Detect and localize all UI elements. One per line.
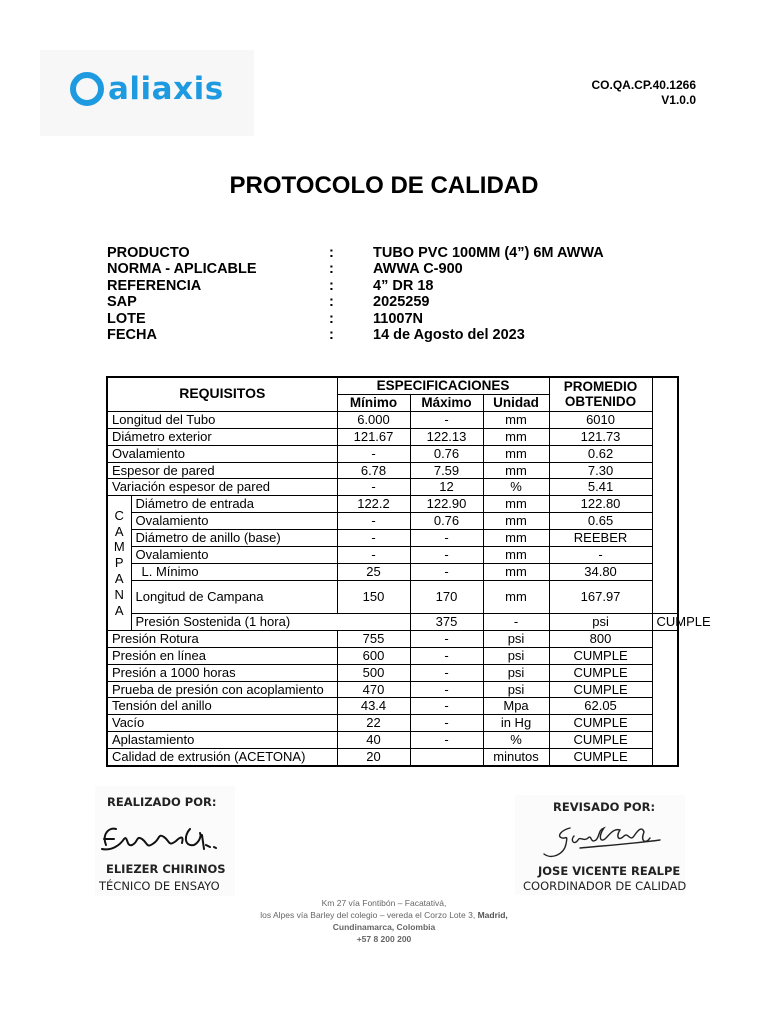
cell-maximo: - — [410, 530, 483, 547]
realizado-por-heading: REALIZADO POR: — [107, 795, 217, 809]
cell-promedio: 167.97 — [549, 580, 652, 613]
header-minimo: Mínimo — [337, 394, 410, 411]
table-row — [107, 563, 678, 580]
cell-maximo: 122.13 — [410, 428, 483, 445]
cell-requisito: Espesor de pared — [107, 462, 337, 479]
cell-requisito: Calidad de extrusión (ACETONA) — [107, 749, 337, 766]
cell-maximo: - — [410, 681, 483, 698]
cell-promedio: CUMPLE — [549, 664, 652, 681]
cell-promedio: 122.80 — [549, 496, 652, 513]
cell-minimo: - — [337, 547, 410, 564]
info-colon: : — [329, 277, 334, 294]
cell-promedio: - — [549, 547, 652, 564]
cell-requisito: Variación espesor de pared — [107, 479, 337, 496]
info-value: 11007N — [373, 310, 423, 327]
cell-requisito: Longitud de Campana — [131, 580, 337, 613]
table-row — [107, 732, 678, 749]
cell-promedio: 0.62 — [549, 445, 652, 462]
campana-letter: M — [113, 539, 125, 555]
cell-requisito: Ovalamiento — [131, 513, 337, 530]
footer-address — [0, 897, 768, 945]
cell-minimo: 470 — [337, 681, 410, 698]
cell-unidad: in Hg — [483, 715, 549, 732]
campana-letter: A — [114, 570, 124, 586]
cell-minimo: 122.2 — [337, 496, 410, 513]
aliaxis-logo — [70, 72, 224, 106]
revisado-por-heading: REVISADO POR: — [553, 800, 656, 814]
cell-minimo: 375 — [410, 613, 483, 630]
cell-promedio: 121.73 — [549, 428, 652, 445]
cell-unidad: psi — [549, 613, 652, 630]
campana-letter: A — [114, 602, 124, 618]
logo-ring-icon — [70, 72, 104, 106]
table-row — [107, 580, 678, 613]
campana-group-label — [107, 496, 131, 630]
cell-requisito: Presión en línea — [107, 647, 337, 664]
cell-unidad: mm — [483, 445, 549, 462]
info-colon: : — [329, 310, 334, 327]
info-value: TUBO PVC 100MM (4”) 6M AWWA — [373, 245, 604, 261]
table-row — [107, 462, 678, 479]
table-row — [107, 647, 678, 664]
cell-maximo: 170 — [410, 580, 483, 613]
info-row-referencia — [107, 278, 673, 294]
cell-promedio: CUMPLE — [549, 647, 652, 664]
cell-maximo: 7.59 — [410, 462, 483, 479]
cell-unidad: Mpa — [483, 698, 549, 715]
cell-unidad: mm — [483, 547, 549, 564]
table-row — [107, 513, 678, 530]
cell-minimo: 6.000 — [337, 411, 410, 428]
campana-letter: C — [114, 507, 124, 523]
cell-maximo: - — [410, 715, 483, 732]
cell-requisito: Longitud del Tubo — [107, 411, 337, 428]
header-promedio-line1: PROMEDIO — [563, 379, 638, 395]
document-code: CO.QA.CP.40.1266 — [591, 78, 696, 92]
campana-letter: A — [114, 523, 124, 539]
cell-promedio: 800 — [549, 630, 652, 647]
table-row — [107, 664, 678, 681]
cell-unidad: mm — [483, 428, 549, 445]
cell-unidad: psi — [483, 681, 549, 698]
cell-maximo: 0.76 — [410, 445, 483, 462]
cell-requisito: Diámetro exterior — [107, 428, 337, 445]
cell-maximo: - — [410, 411, 483, 428]
cell-minimo: - — [337, 445, 410, 462]
cell-promedio: 5.41 — [549, 479, 652, 496]
table-row — [107, 411, 678, 428]
cell-requisito: Aplastamiento — [107, 732, 337, 749]
cell-maximo: - — [410, 547, 483, 564]
document-code-block — [591, 78, 696, 108]
cell-requisito: Ovalamiento — [131, 547, 337, 564]
header-especificaciones: ESPECIFICACIONES — [337, 377, 549, 394]
cell-minimo: 755 — [337, 630, 410, 647]
cell-minimo: 600 — [337, 647, 410, 664]
cell-minimo: - — [337, 479, 410, 496]
table-row — [107, 428, 678, 445]
cell-maximo: - — [410, 698, 483, 715]
cell-minimo: - — [337, 530, 410, 547]
cell-minimo: 500 — [337, 664, 410, 681]
cell-promedio: CUMPLE — [652, 613, 678, 630]
footer-line-2-bold: Madrid, — [477, 910, 508, 920]
cell-promedio: CUMPLE — [549, 715, 652, 732]
info-value: 2025259 — [373, 294, 430, 311]
cell-unidad: mm — [483, 580, 549, 613]
table-row — [107, 445, 678, 462]
footer-line-2 — [0, 909, 768, 921]
footer-line-4: +57 8 200 200 — [356, 934, 412, 944]
logo-text: aliaxis — [108, 70, 224, 107]
cell-promedio: CUMPLE — [549, 749, 652, 766]
table-row — [107, 530, 678, 547]
cell-promedio: 34.80 — [549, 563, 652, 580]
header-promedio-line2: OBTENIDO — [564, 394, 637, 410]
table-row — [107, 547, 678, 564]
cell-maximo: 0.76 — [410, 513, 483, 530]
cell-unidad: % — [483, 479, 549, 496]
cell-requisito: Ovalamiento — [107, 445, 337, 462]
cell-unidad: mm — [483, 530, 549, 547]
table-row — [107, 630, 678, 647]
table-row — [107, 496, 678, 513]
cell-minimo: 22 — [337, 715, 410, 732]
info-row-lote — [107, 311, 673, 327]
cell-minimo: 6.78 — [337, 462, 410, 479]
signer-right-role: COORDINADOR DE CALIDAD — [523, 879, 687, 893]
cell-unidad: psi — [483, 647, 549, 664]
cell-promedio: CUMPLE — [549, 732, 652, 749]
cell-maximo: - — [410, 664, 483, 681]
cell-unidad: mm — [483, 513, 549, 530]
info-label: LOTE — [107, 310, 146, 327]
table-row — [107, 749, 678, 766]
cell-unidad: psi — [483, 664, 549, 681]
info-value: 4” DR 18 — [373, 277, 434, 294]
cell-promedio: CUMPLE — [549, 681, 652, 698]
info-row-producto — [107, 245, 673, 261]
cell-minimo: 40 — [337, 732, 410, 749]
cell-promedio: 7.30 — [549, 462, 652, 479]
header-maximo: Máximo — [410, 394, 483, 411]
info-label: PRODUCTO — [107, 245, 190, 261]
info-row-norma — [107, 261, 673, 277]
header-requisitos: REQUISITOS — [107, 377, 337, 411]
table-row — [107, 698, 678, 715]
cell-maximo: - — [410, 732, 483, 749]
cell-unidad: minutos — [483, 749, 549, 766]
cell-requisito: Presión Sostenida (1 hora) — [131, 613, 410, 630]
signer-right-name: JOSE VICENTE REALPE — [538, 864, 681, 878]
signer-left-name: ELIEZER CHIRINOS — [106, 862, 226, 876]
cell-requisito: Vacío — [107, 715, 337, 732]
cell-promedio: REEBER — [549, 530, 652, 547]
cell-unidad: mm — [483, 462, 549, 479]
cell-unidad: mm — [483, 563, 549, 580]
cell-unidad: % — [483, 732, 549, 749]
cell-requisito: L. Mínimo — [131, 563, 337, 580]
cell-requisito: Diámetro de anillo (base) — [131, 530, 337, 547]
footer-line-1: Km 27 vía Fontibón – Facatativá, — [321, 898, 447, 908]
product-info — [107, 245, 673, 343]
table-row — [107, 613, 678, 630]
specifications-table — [106, 376, 711, 767]
cell-promedio: 62.05 — [549, 698, 652, 715]
cell-unidad: mm — [483, 496, 549, 513]
cell-maximo: - — [483, 613, 549, 630]
table-header-row — [107, 377, 678, 394]
signature-eliezer-image — [98, 815, 228, 857]
info-colon: : — [329, 245, 334, 261]
campana-letter: N — [114, 586, 124, 602]
table-row — [107, 479, 678, 496]
cell-promedio: 0.65 — [549, 513, 652, 530]
signer-left-role: TÉCNICO DE ENSAYO — [99, 879, 220, 893]
campana-letter: P — [114, 555, 124, 571]
cell-requisito: Tensión del anillo — [107, 698, 337, 715]
cell-minimo: 150 — [337, 580, 410, 613]
cell-requisito: Prueba de presión con acoplamiento — [107, 681, 337, 698]
table-row — [107, 715, 678, 732]
info-value: AWWA C-900 — [373, 261, 463, 278]
cell-unidad: psi — [483, 630, 549, 647]
info-colon: : — [329, 326, 334, 343]
table-row — [107, 681, 678, 698]
cell-minimo: 20 — [337, 749, 410, 766]
info-label: FECHA — [107, 326, 157, 343]
cell-minimo: 43.4 — [337, 698, 410, 715]
cell-minimo: - — [337, 513, 410, 530]
cell-maximo — [410, 749, 483, 766]
footer-line-2-text: los Alpes vía Barley del colegio – vereda el Corzo Lote 3, — [260, 910, 478, 920]
info-label: REFERENCIA — [107, 277, 202, 294]
info-label: SAP — [107, 294, 137, 311]
cell-requisito: Presión Rotura — [107, 630, 337, 647]
header-unidad: Unidad — [483, 394, 549, 411]
info-value: 14 de Agosto del 2023 — [373, 326, 525, 343]
cell-maximo: 122.90 — [410, 496, 483, 513]
cell-minimo: 121.67 — [337, 428, 410, 445]
footer-line-3: Cundinamarca, Colombia — [332, 922, 436, 932]
cell-minimo: 25 — [337, 563, 410, 580]
cell-requisito: Diámetro de entrada — [131, 496, 337, 513]
signature-jose-image — [540, 818, 670, 864]
cell-maximo: - — [410, 563, 483, 580]
cell-promedio: 6010 — [549, 411, 652, 428]
cell-maximo: - — [410, 630, 483, 647]
info-row-sap — [107, 294, 673, 310]
cell-maximo: 12 — [410, 479, 483, 496]
document-version: V1.0.0 — [661, 93, 696, 107]
info-colon: : — [329, 294, 334, 311]
cell-maximo: - — [410, 647, 483, 664]
cell-requisito: Presión a 1000 horas — [107, 664, 337, 681]
page-title: PROTOCOLO DE CALIDAD — [229, 172, 539, 199]
header-promedio — [549, 377, 652, 411]
cell-unidad: mm — [483, 411, 549, 428]
info-colon: : — [329, 261, 334, 278]
info-row-fecha — [107, 327, 673, 343]
info-label: NORMA - APLICABLE — [107, 261, 257, 278]
